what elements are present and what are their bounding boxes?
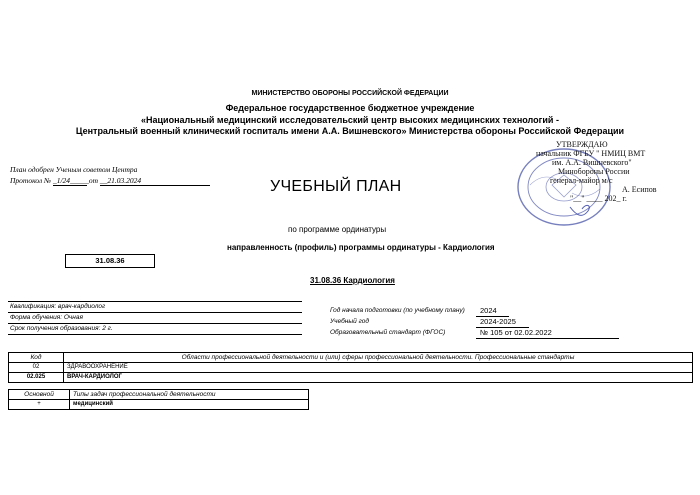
col-areas-header: Области профессиональной деятельности и (или) сферы профессиональной деятельности. Профессиональные стандарты xyxy=(64,353,693,363)
approve-org: им. А.А. Вишневского" xyxy=(552,158,632,167)
program-code: 31.08.36 xyxy=(65,254,155,268)
standard-row xyxy=(330,327,630,338)
approve-rank: генерал-майор м/с xyxy=(550,176,613,185)
col-task-types-header: Типы задач профессиональной деятельности xyxy=(70,390,309,400)
area-code: 02.025 xyxy=(9,373,64,383)
approval-block xyxy=(512,140,692,203)
institution-type: Федеральное государственное бюджетное учреждение xyxy=(225,103,475,113)
institution-name-line2: Центральный военный клинический госпиталь имени А.А. Вишневского» Министерства обороны Российской Федерации xyxy=(75,126,625,136)
council-approval-note: План одобрен Ученым советом Центра xyxy=(10,165,138,174)
ministry-name: МИНИСТЕРСТВО ОБОРОНЫ РОССИЙСКОЙ ФЕДЕРАЦИИ xyxy=(251,90,449,97)
area-code: 02 xyxy=(9,363,64,373)
table-header-row xyxy=(9,390,309,400)
table-header-row xyxy=(9,353,693,363)
protocol-number: _1/24_____ xyxy=(52,176,89,185)
protocol-from-label: от xyxy=(88,176,99,185)
professional-areas-table xyxy=(8,352,693,383)
protocol-line xyxy=(10,176,210,186)
table-row xyxy=(9,400,309,410)
task-type: медицинский xyxy=(70,400,309,410)
approve-title: УТВЕРЖДАЮ xyxy=(556,140,608,149)
task-main-mark: + xyxy=(9,400,70,410)
study-info-left xyxy=(8,301,302,335)
approve-date: "__" ____ 202_ г. xyxy=(570,194,627,203)
protocol-label: Протокол № xyxy=(10,176,52,185)
start-year-label: Год начала подготовки (по учебному плану) xyxy=(330,307,465,314)
academic-year-value: 2024-2025 xyxy=(476,316,529,328)
area-desc: ВРАЧ-КАРДИОЛОГ xyxy=(64,373,693,383)
protocol-date: __21.03.2024 xyxy=(100,177,210,186)
start-year-value: 2024 xyxy=(476,305,509,317)
col-main-header: Основной xyxy=(9,390,70,400)
task-types-table xyxy=(8,389,309,410)
standard-label: Образовательный стандарт (ФГОС) xyxy=(330,329,446,336)
qualification-field: Квалификация: врач-кардиолог xyxy=(8,301,302,313)
table-row xyxy=(9,373,693,383)
academic-year-label: Учебный год xyxy=(330,318,369,325)
institution-name-line1: «Национальный медицинский исследовательский центр высоких медицинских технологий - xyxy=(141,115,559,125)
academic-year-row xyxy=(330,316,630,327)
start-year-row xyxy=(330,305,630,316)
col-code-header: Код xyxy=(9,353,64,363)
program-direction: направленность (профиль) программы ординатуры - Кардиология xyxy=(227,243,495,252)
table-row xyxy=(9,363,693,373)
approve-signer: А. Есипов xyxy=(622,185,657,194)
area-desc: ЗДРАВООХРАНЕНИЕ xyxy=(64,363,693,373)
page-title: УЧЕБНЫЙ ПЛАН xyxy=(270,178,402,195)
approve-position: начальник ФГБУ " НМИЦ ВМТ xyxy=(536,149,646,158)
approve-ministry: Минобороны России xyxy=(558,167,630,176)
standard-value: № 105 от 02.02.2022 xyxy=(476,327,619,339)
specialty-title: 31.08.36 Кардиология xyxy=(310,276,395,285)
study-info-right xyxy=(330,305,630,338)
study-term-field: Срок получения образования: 2 г. xyxy=(8,324,302,335)
program-type: по программе ординатуры xyxy=(288,225,387,234)
study-form-field: Форма обучения: Очная xyxy=(8,313,302,324)
